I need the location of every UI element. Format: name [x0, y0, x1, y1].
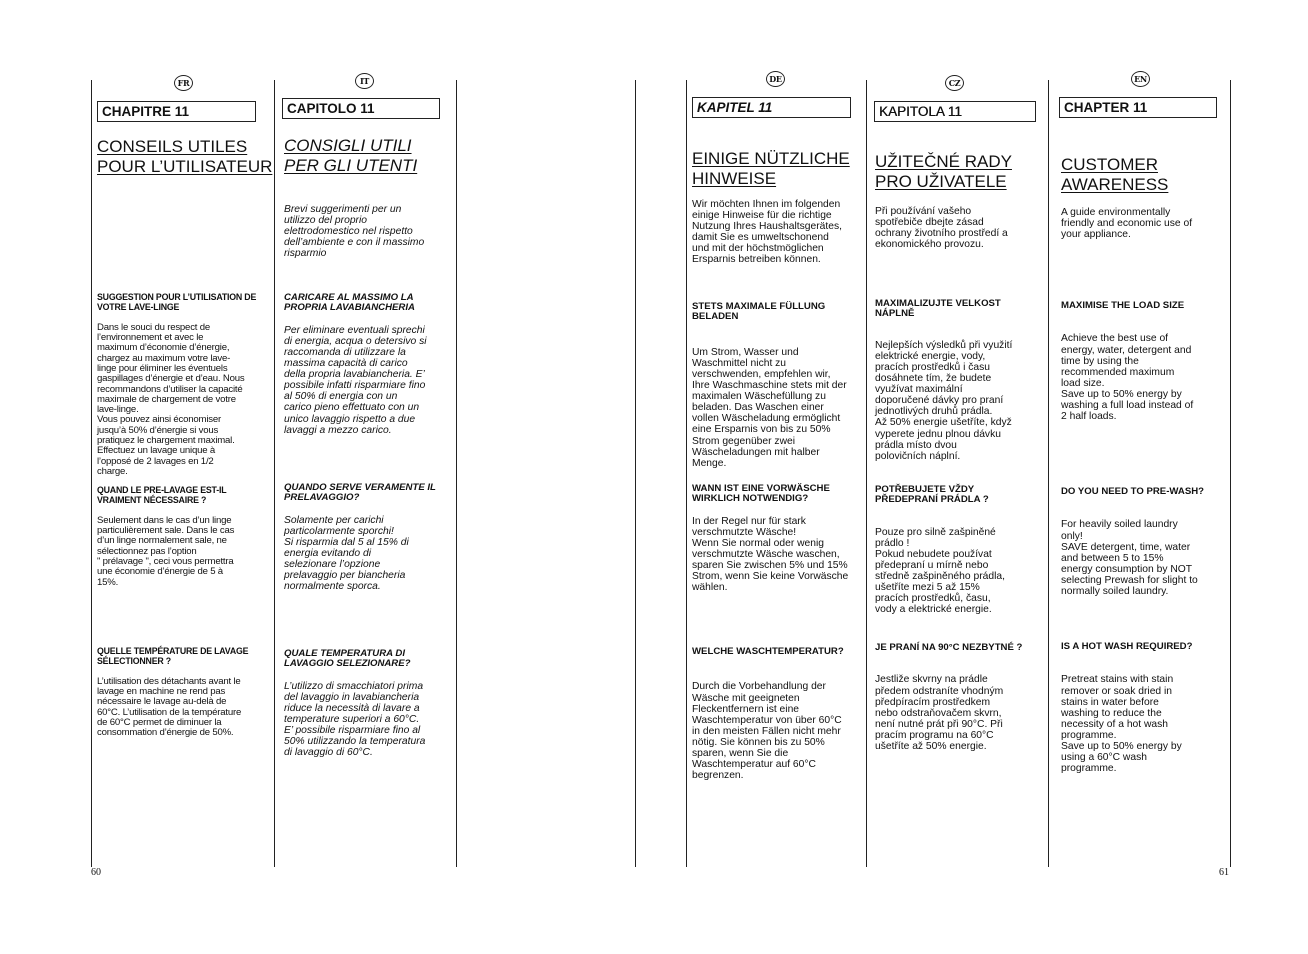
section-title-cz: UŽITEČNÉ RADY PRO UŽIVATELE [875, 152, 1012, 191]
tip-heading: QUAND LE PRE-LAVAGE EST-IL VRAIMENT NÉCESSAIRE ? [97, 485, 227, 505]
page-number-right: 61 [1219, 867, 1229, 878]
tip-heading: WANN IST EINE VORWÄSCHE WIRKLICH NOTWENDIG? [692, 483, 830, 505]
page-number-left: 60 [91, 867, 101, 878]
tip-block-cz-3 [875, 632, 1047, 763]
tip-block-it-1 [284, 282, 454, 447]
tip-block-de-3 [692, 636, 864, 792]
intro-text-cz: Při používání vašeho spotřebiče dbejte zásad ochrany životního prostředí a ekonomického provozu. [875, 206, 1008, 251]
tip-text: Durch die Vorbehandlung der Wäsche mit geeigneten Fleckentfernern ist eine Waschtemperatur von über 60°C in den meisten Fällen nicht mehr nötig. Sie können bis zu 50% sparen, wenn Sie die Waschtemperatur auf 60°C begrenzen. [692, 681, 842, 782]
language-flag-de: DE [766, 71, 785, 87]
column-rule [274, 80, 275, 867]
tip-heading: CARICARE AL MASSIMO LA PROPRIA LAVABIANCHERIA [284, 292, 415, 314]
tip-heading: IS A HOT WASH REQUIRED? [1061, 641, 1193, 653]
intro-text-en: A guide environmentally friendly and economic use of your appliance. [1061, 207, 1193, 241]
column-rule [91, 80, 92, 867]
tip-text: Pretreat stains with stain remover or soak dried in stains in water before washing to reduce the necessity of a hot wash programme. Save up to 50% energy by using a 60°C wash programme. [1061, 674, 1182, 775]
column-rule [1048, 80, 1049, 867]
tip-block-cz-2 [875, 474, 1047, 627]
tip-text: Jestliže skvrny na prádle předem odstraníte vhodným předpíracím prostředkem nebo odstraňovačem skvrn, není nutné prát při 90°C. Při pracím programu na 60°C ušetříte až 50% energie. [875, 674, 1004, 753]
tip-heading: MAXIMISE THE LOAD SIZE [1061, 300, 1185, 312]
tip-text: In der Regel nur für stark verschmutzte Wäsche! Wenn Sie normal oder wenig verschmutzte Wäsche waschen, sparen Sie zwischen 5% und 15% Strom, wenn Sie keine Vorwäsche wählen. [692, 515, 849, 594]
tip-block-en-3 [1061, 631, 1229, 785]
tip-block-fr-2 [97, 476, 272, 598]
tip-heading: POTŘEBUJETE VŽDY PŘEDEPRANÍ PRÁDLA ? [875, 484, 989, 506]
chapter-heading-en: CHAPTER 11 [1059, 97, 1217, 118]
intro-text-de: Wir möchten Ihnen im folgenden einige Hinweise für die richtige Nutzung Ihres Haushaltsgerätes, damit Sie es umweltschonend und mit der höchstmöglichen Ersparnis betreiben können. [692, 199, 842, 266]
chapter-heading-de: KAPITEL 11 [692, 97, 851, 118]
language-flag-it: IT [355, 73, 374, 89]
language-flag-cz: CZ [945, 75, 964, 91]
tip-block-fr-3 [97, 637, 272, 749]
column-rule [456, 80, 457, 867]
tip-heading: DO YOU NEED TO PRE-WASH? [1061, 486, 1205, 498]
tip-heading: QUELLE TEMPÉRATURE DE LAVAGE SÉLECTIONNER ? [97, 646, 249, 666]
tip-text: L’utilizzo di smacchiatori prima del lavaggio in lavabiancheria riduce la necessità di lavare a temperature superiori a 60°C. E’ possibile risparmiare fino al 50% utilizzando la temperatura di lavaggio di 60°C. [284, 680, 426, 759]
tip-text: Dans le souci du respect de l’environnement et avec le maximum d’économie d’énergie, chargez au maximum votre lave- linge pour éliminer les éventuels gaspillages d’énergie et d’eau. Nous recommandons d’utiliser la capacité maximale de chargement de votre lave-linge. Vous pouvez ainsi économiser jusqu’à 50% d’énergie si vous pratiquez le chargement maximal. Effectuez un lavage unique à l’opposé de 2 lavages en 1/2 charge. [97, 321, 245, 477]
language-flag-en: EN [1131, 71, 1150, 87]
column-rule [1230, 80, 1231, 867]
tip-heading: MAXIMALIZUJTE VELKOST NÁPLNĚ [875, 298, 1001, 320]
section-title-en: CUSTOMER AWARENESS [1061, 155, 1169, 194]
tip-heading: JE PRANÍ NA 90°C NEZBYTNÉ ? [875, 642, 1023, 654]
language-flag-fr: FR [174, 75, 193, 91]
tip-block-de-1 [692, 291, 864, 480]
tip-block-fr-1 [97, 283, 272, 488]
tip-text: Pouze pro silně zašpiněné prádlo ! Pokud nebudete používat předepraní u mírně nebo středně zašpiněného prádla, ušetříte mezi 5 až 15% pracích prostředků, času, vody a elektrické energie. [875, 526, 1005, 616]
column-rule [635, 80, 636, 867]
tip-block-de-2 [692, 473, 864, 605]
chapter-heading-fr: CHAPITRE 11 [97, 101, 256, 122]
tip-block-it-2 [284, 472, 454, 604]
tip-block-en-2 [1061, 476, 1229, 608]
tip-block-it-3 [284, 638, 454, 770]
tip-text: Solamente per carichi particolarmente sporchi! Si risparmia dal 5 al 15% di energia evitando di selezionare l’opzione prelavaggio per biancheria normalmente sporca. [284, 514, 409, 593]
column-rule [686, 80, 687, 867]
section-title-it: CONSIGLI UTILI PER GLI UTENTI [284, 136, 418, 175]
tip-heading: WELCHE WASCHTEMPERATUR? [692, 646, 844, 658]
chapter-heading-it: CAPITOLO 11 [282, 98, 440, 119]
section-title-de: EINIGE NÜTZLICHE HINWEISE [692, 149, 850, 188]
tip-text: Per eliminare eventuali sprechi di energia, acqua o detersivo si raccomanda di utilizzare la massima capacità di carico della propria lavabiancheria. E’ possibile infatti risparmiare fino al 50% di energia con un carico pieno effettuato con un unico lavaggio rispetto a due lavaggi a mezzo carico. [284, 324, 427, 436]
tip-text: Achieve the best use of energy, water, detergent and time by using the recommended maximum load size. Save up to 50% energy by washing a full load instead of 2 half loads. [1061, 333, 1194, 423]
tip-heading: QUALE TEMPERATURA DI LAVAGGIO SELEZIONARE? [284, 648, 411, 670]
tip-heading: SUGGESTION POUR L’UTILISATION DE VOTRE LAVE-LINGE [97, 292, 257, 312]
tip-text: Um Strom, Wasser und Waschmittel nicht zu verschwenden, empfehlen wir, Ihre Waschmaschine stets mit der maximalen Wäschefüllung zu beladen. Das Waschen einer vollen Wäscheladung ermöglicht eine Ersparnis von bis zu 50% Strom gegenüber zwei Wäscheladungen mit halber Menge. [692, 346, 847, 469]
tip-block-en-1 [1061, 290, 1229, 433]
chapter-heading-cz: KAPITOLA 11 [874, 101, 1036, 122]
tip-text: Nejlepších výsledků při využití elektrické energie, vody, pracích prostředků i času dosáhnete tím, že budete využívat maximální doporučené dávky pro praní jednotlivých druhů prádla. Až 50% energie ušetříte, když vyperete jednu plnou dávku prádla místo dvou polovičních náplní. [875, 339, 1013, 462]
column-rule [866, 80, 867, 867]
tip-text: For heavily soiled laundry only! SAVE detergent, time, water and between 5 to 15% energy consumption by NOT selecting Prewash for slight to normally soiled laundry. [1061, 519, 1198, 598]
tip-block-cz-1 [875, 288, 1047, 473]
intro-text-it: Brevi suggerimenti per un utilizzo del proprio elettrodomestico nel rispetto dell’ambiente e con il massimo risparmio [284, 204, 425, 260]
tip-text: Seulement dans le cas d’un linge particulièrement sale. Dans le cas d’un linge normalement sale, ne sélectionnez pas l’option " prélavage ", ceci vous permettra une économie d’énergie de 5 à 15%. [97, 514, 235, 588]
tip-text: L’utilisation des détachants avant le lavage en machine ne rend pas nécessaire le lavage au-delà de 60°C. L’utilisation de la température de 60°C permet de diminuer la consommation d’énergie de 50%. [97, 675, 242, 739]
section-title-fr: CONSEILS UTILES POUR L’UTILISATEUR [97, 137, 273, 176]
tip-heading: QUANDO SERVE VERAMENTE IL PRELAVAGGIO? [284, 482, 436, 504]
tip-heading: STETS MAXIMALE FÜLLUNG BELADEN [692, 301, 826, 323]
